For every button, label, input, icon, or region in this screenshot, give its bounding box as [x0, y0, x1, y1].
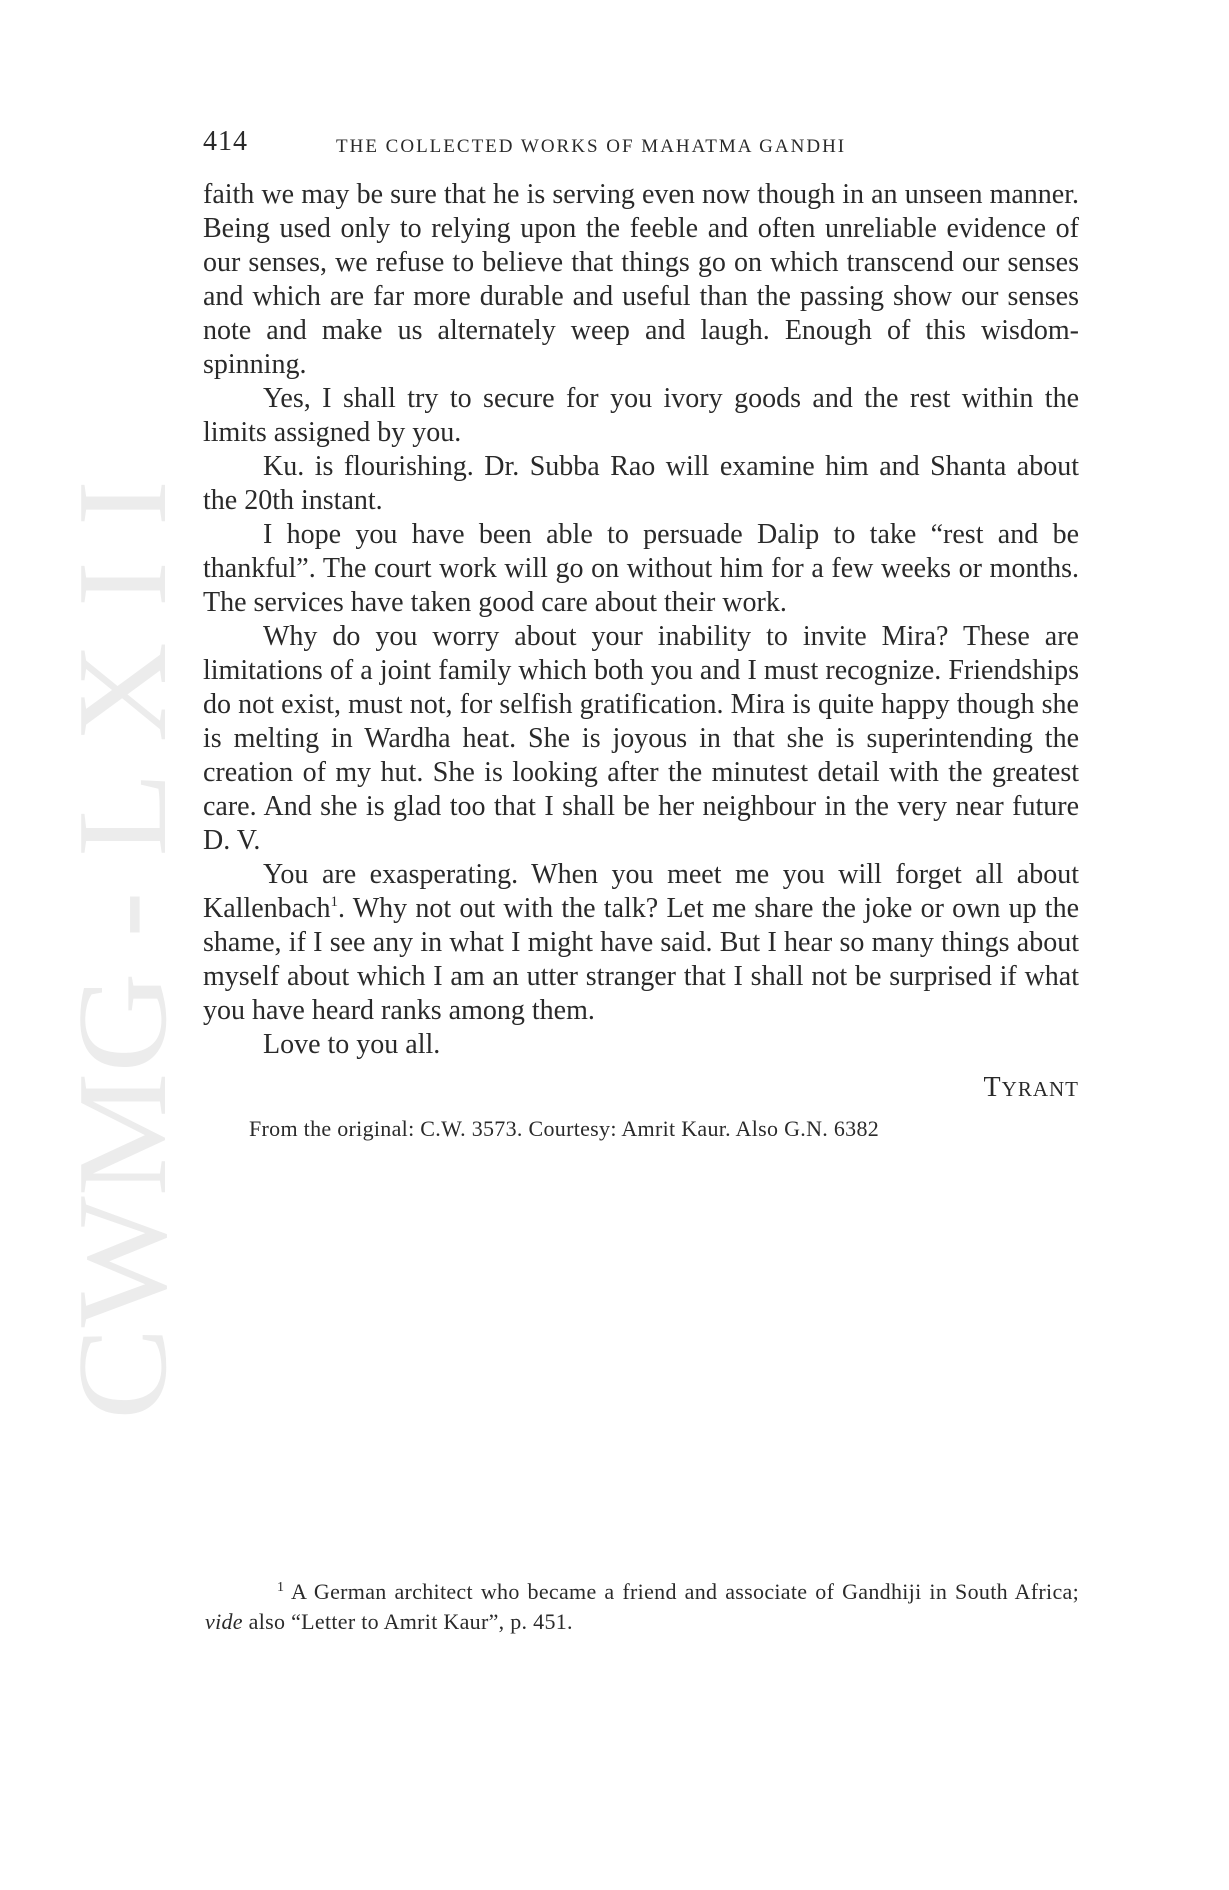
source-note: From the original: C.W. 3573. Courtesy: Amrit Kaur. Also G.N. 6382 — [249, 1116, 880, 1141]
signature-rest: YRANT — [1001, 1077, 1079, 1101]
footnote-italic: vide — [205, 1609, 243, 1634]
signature — [203, 1072, 1079, 1104]
footnote-text-2: also “Letter to Amrit Kaur”, p. 451. — [242, 1609, 573, 1634]
paragraph-ku-flourishing: Ku. is flourishing. Dr. Subba Rao will examine him and Shanta about the 20th instant. — [203, 451, 1079, 516]
paragraph-dalip: I hope you have been able to persuade Dalip to take “rest and be thankful”. The court work will go on without him for a few weeks or months. The services have taken good care about their work. — [203, 519, 1079, 618]
closing-line: Love to you all. — [263, 1029, 441, 1060]
footnote-text-1: A German architect who became a friend and associate of Gandhiji in South Africa; — [284, 1579, 1079, 1604]
running-head — [203, 126, 1079, 166]
running-title: THE COLLECTED WORKS OF MAHATMA GANDHI — [336, 136, 847, 157]
paragraph-kallenbach-text-1: You are exasperating. When you meet me you will forget all about Kallenbach — [203, 859, 1079, 924]
paragraph-mira: Why do you worry about your inability to invite Mira? These are limitations of a joint family which both you and I must recognize. Friendships do not exist, must not, for selfish gratification. Mira is quite happy though she is melting in Wardha heat. She is joyous in that she is superintending the creation of my hut. She is looking after the minutest detail with the greatest care. And she is glad too that I shall be her neighbour in the very near future D. V. — [203, 621, 1079, 856]
paragraph-kallenbach-text-2: . Why not out with the talk? Let me share the joke or own up the shame, if I see any in what I might have said. But I hear so many things about myself about which I am an utter stranger that I shall not be surprised if what you have heard ranks among them. — [203, 893, 1079, 1026]
paragraph-kallenbach — [203, 858, 1079, 1028]
paragraph-ivory-goods: Yes, I shall try to secure for you ivory goods and the rest within the limits assigned by you. — [203, 383, 1079, 448]
footnote — [205, 1577, 1079, 1637]
watermark — [55, 470, 195, 1420]
signature-initial: T — [983, 1072, 1002, 1103]
footnote-reference: 1 — [330, 894, 338, 910]
letter-body — [203, 178, 1079, 1062]
watermark-text: CWMG - L X I I — [55, 553, 193, 1420]
footnote-body — [205, 1577, 1079, 1637]
page-number: 414 — [203, 126, 248, 157]
page-content — [203, 126, 1079, 1142]
footnote-mark: 1 — [277, 1580, 285, 1595]
paragraph-continuation: faith we may be sure that he is serving even now though in an unseen manner. Being used only to relying upon the feeble and often unreliable evidence of our senses, we refuse to believe that things go on which transcend our senses and which are far more durable and useful than the passing show our senses note and make us alternately weep and laugh. Enough of this wisdom-spinning. — [203, 179, 1079, 380]
